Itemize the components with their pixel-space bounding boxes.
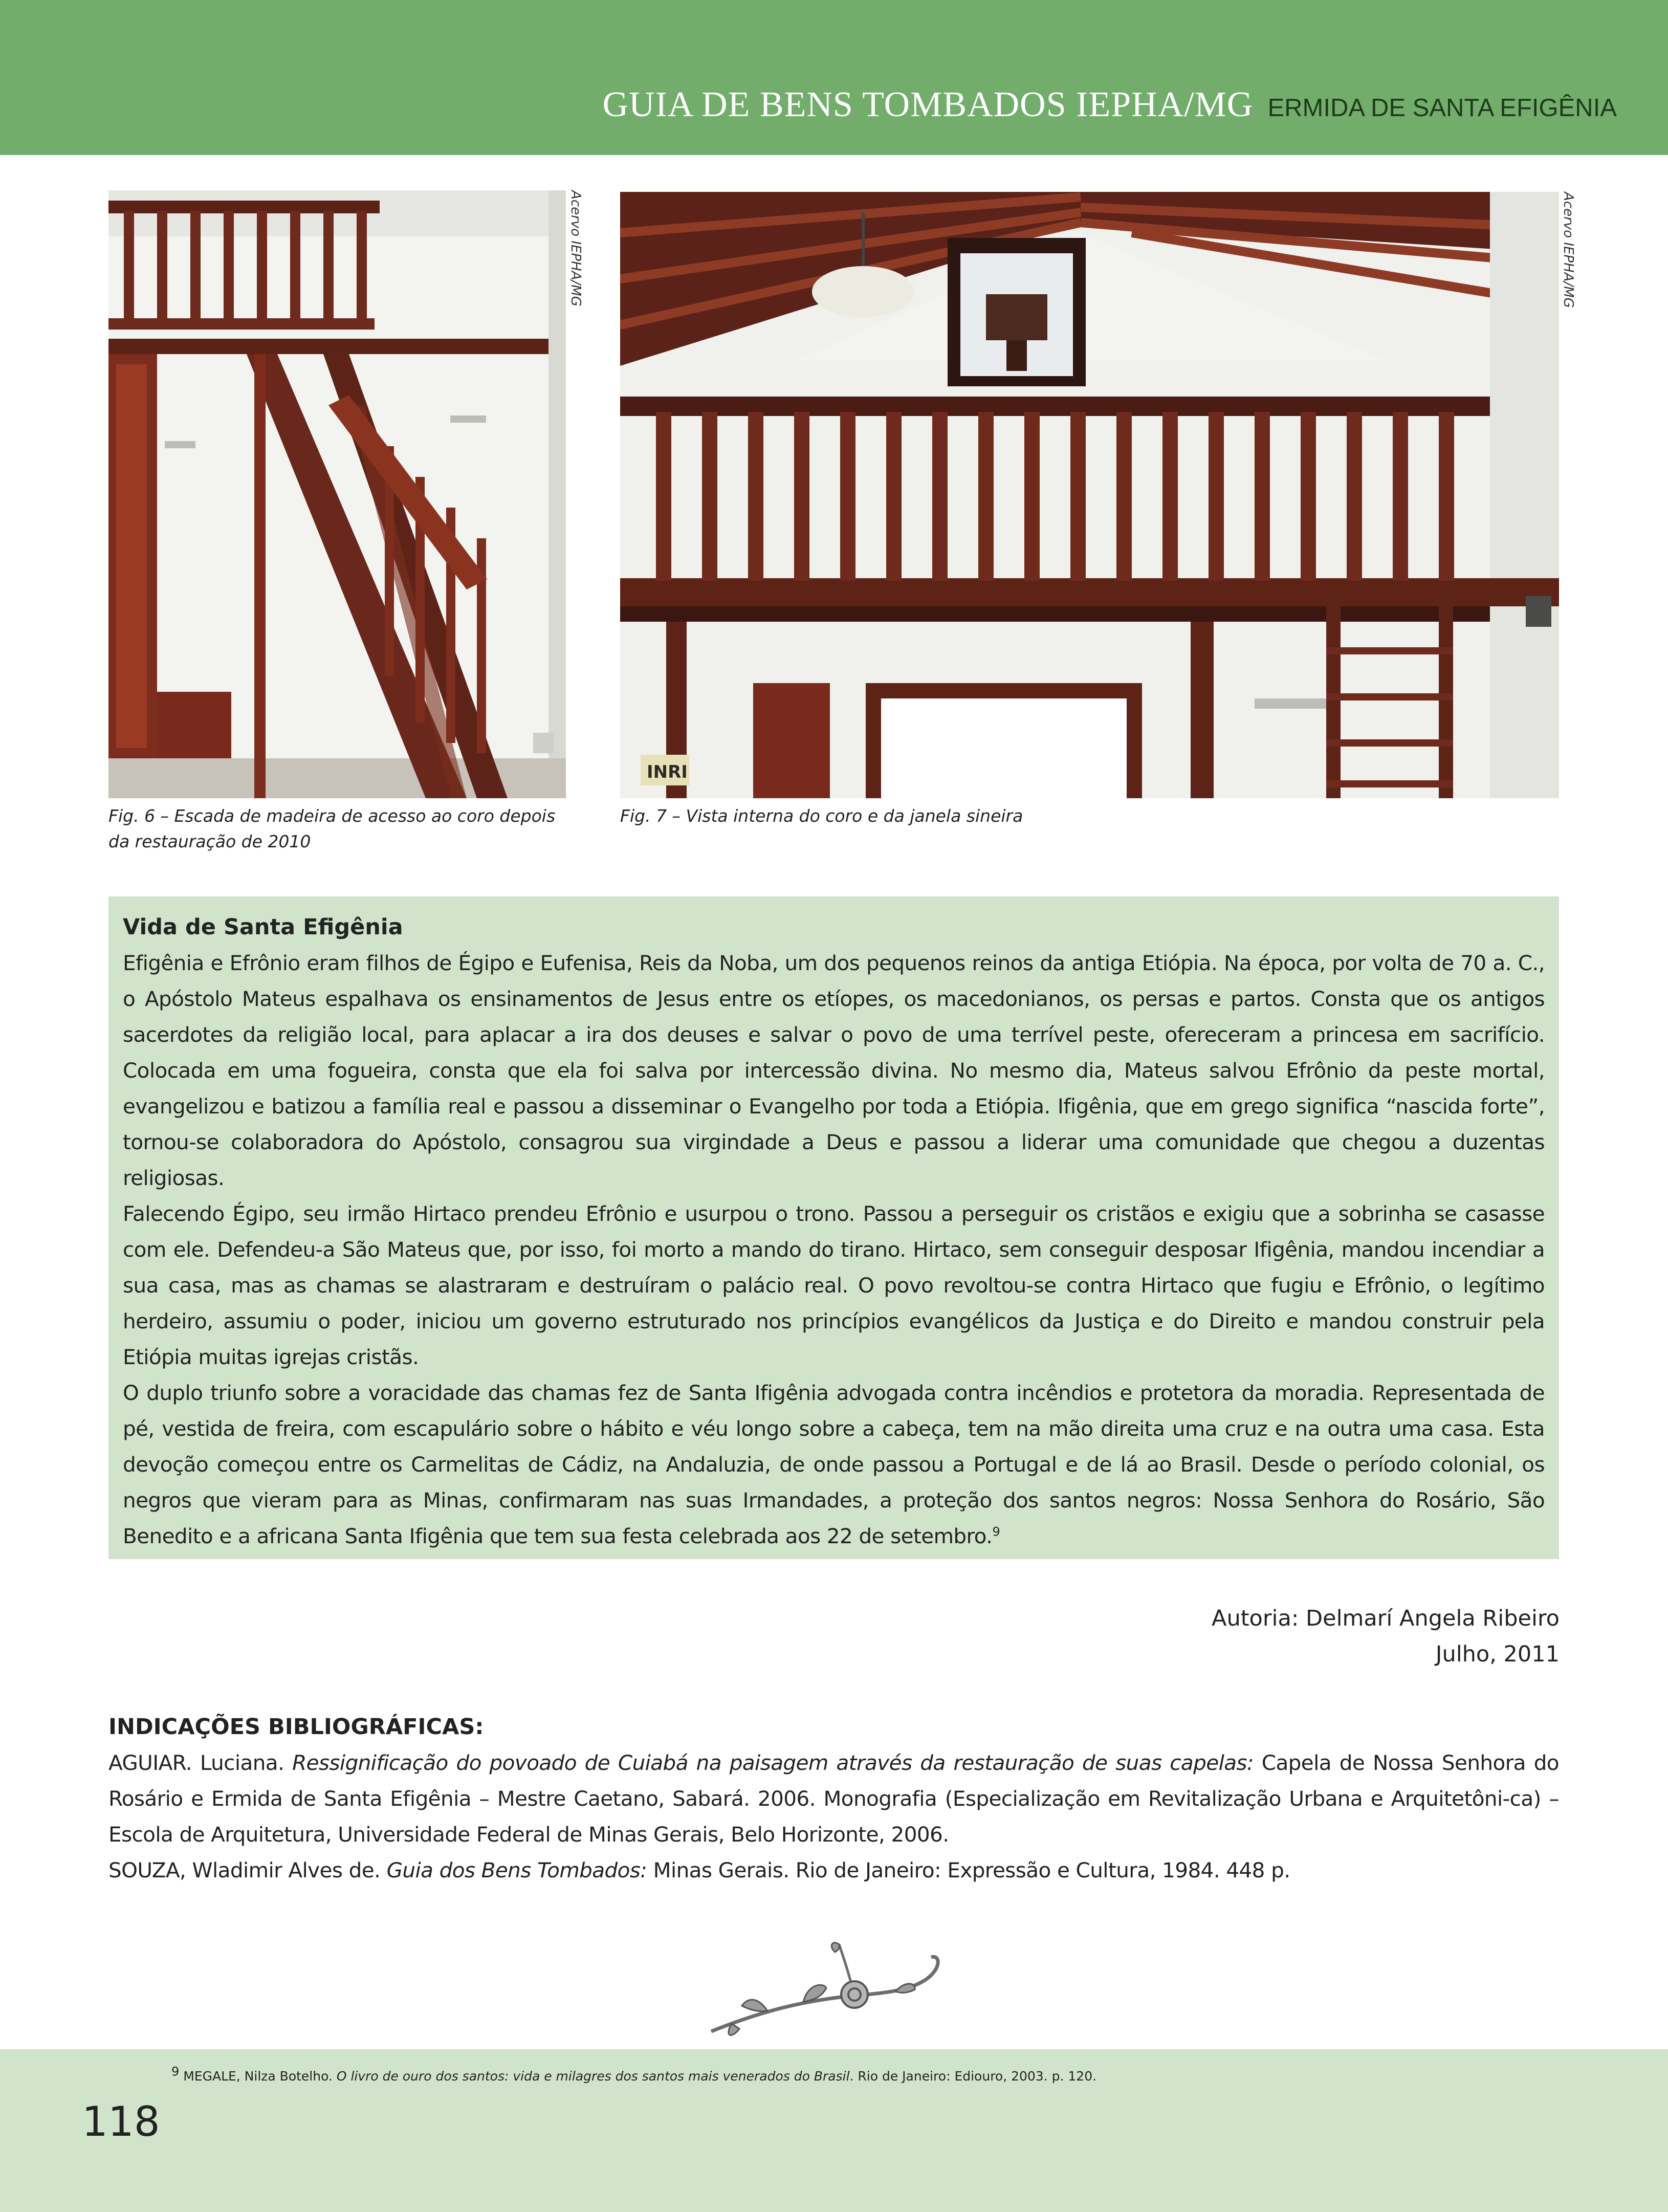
- header-title: [602, 84, 1617, 125]
- bibliography-entry: [108, 1852, 1559, 1888]
- figure-6-credit: Acervo IEPHA/MG: [568, 190, 583, 306]
- saint-biography-box: [108, 896, 1559, 1559]
- page-number: 118: [82, 2098, 160, 2145]
- figure-7-photo: [620, 192, 1559, 798]
- author-name: Autoria: Delmarí Angela Ribeiro: [1212, 1606, 1560, 1631]
- entry-details: Capela de Nossa Senhora do Rosário e Ermida de Santa Efigênia – Mestre Caetano, Sabará. 2006. Monografia (Especialização em Revitalização Urbana e Arquitetôni-ca) – Escola de Arquitetura, Universidade Federal de Minas Gerais, Belo Horizonte, 2006.: [108, 1750, 1559, 1847]
- section-title: ERMIDA DE SANTA EFIGÊNIA: [1267, 94, 1617, 122]
- entry-author: AGUIAR. Luciana.: [108, 1750, 293, 1775]
- bibliography: [108, 1709, 1559, 1888]
- box-paragraph-2: Falecendo Égipo, seu irmão Hirtaco prendeu Efrônio e usurpou o trono. Passou a perseguir os cristãos e exigiu que a sobrinha se casasse com ele. Defendeu-a São Mateus que, por isso, foi morto a mando do tirano. Hirtaco, sem conseguir desposar Ifigênia, mandou incendiar a sua casa, mas as chamas se alastraram e destruíram o palácio real. O povo revoltou-se contra Hirtaco que fugiu e Efrônio, o legítimo herdeiro, assumiu o poder, iniciou um governo estruturado nos princípios evangélicos da Justiça e do Direito e mandou construir pela Etiópia muitas igrejas cristãs.: [123, 1201, 1545, 1369]
- box-title: Vida de Santa Efigênia: [123, 914, 403, 940]
- entry-title: Ressignificação do povoado de Cuiabá na paisagem através da restauração de suas capelas:: [292, 1750, 1254, 1775]
- footnote-marker: 9: [171, 2064, 180, 2079]
- footnote-reference: 9: [992, 1524, 1000, 1539]
- bibliography-entry: [108, 1745, 1559, 1852]
- guide-title: GUIA DE BENS TOMBADOS IEPHA/MG: [602, 85, 1254, 124]
- box-paragraph-3-text: O duplo triunfo sobre a voracidade das chamas fez de Santa Ifigênia advogada contra incêndios e protetora da moradia. Representada de pé, vestida de freira, com escapulário sobre o hábito e véu longo sobre a cabeça, tem na mão direita uma cruz e na outra uma casa. Esta devoção começou entre os Carmelitas de Cádiz, na Andaluzia, de onde passou a Portugal e de lá ao Brasil. Desde o período colonial, os negros que vieram para as Minas, confirmaram nas suas Irmandades, a proteção dos santos negros: Nossa Senhora do Rosário, São Benedito e a africana Santa Ifigênia que tem sua festa celebrada aos 22 de setembro.: [123, 1381, 1545, 1548]
- rose-ornament-icon: [701, 1934, 957, 2042]
- bibliography-heading: INDICAÇÕES BIBLIOGRÁFICAS:: [108, 1714, 484, 1740]
- entry-title: Guia dos Bens Tombados:: [386, 1858, 647, 1882]
- footnote-details: . Rio de Janeiro: Ediouro, 2003. p. 120.: [849, 2069, 1097, 2084]
- footnote-title: O livro de ouro dos santos: vida e milagres dos santos mais venerados do Brasil: [336, 2069, 850, 2084]
- footnote-author: MEGALE, Nilza Botelho.: [179, 2069, 337, 2084]
- authorship: [1212, 1601, 1560, 1672]
- footnote: [171, 2064, 1097, 2086]
- figure-6-caption: Fig. 6 – Escada de madeira de acesso ao coro depois da restauração de 2010: [108, 806, 556, 851]
- inri-sign-text: INRI: [647, 762, 688, 782]
- figure-7-caption: Fig. 7 – Vista interna do coro e da janela sineira: [620, 806, 1023, 826]
- entry-author: SOUZA, Wladimir Alves de.: [108, 1858, 387, 1882]
- entry-details: Minas Gerais. Rio de Janeiro: Expressão e Cultura, 1984. 448 p.: [647, 1858, 1290, 1882]
- figure-7-credit: Acervo IEPHA/MG: [1561, 192, 1576, 308]
- figure-6-photo: [108, 190, 566, 798]
- author-date: Julho, 2011: [1435, 1641, 1560, 1667]
- page-header-band: [0, 0, 1668, 155]
- box-paragraph-1: Efigênia e Efrônio eram filhos de Égipo e Eufenisa, Reis da Noba, um dos pequenos reinos da antiga Etiópia. Na época, por volta de 70 a. C., o Apóstolo Mateus espalhava os ensinamentos de Jesus entre os etíopes, os macedonianos, os persas e partos. Consta que os antigos sacerdotes da religião local, para aplacar a ira dos deuses e salvar o povo de uma terrível peste, ofereceram a princesa em sacrifício. Colocada em uma fogueira, consta que ela foi salva por intercessão divina. No mesmo dia, Mateus salvou Efrônio da peste mortal, evangelizou e batizou a família real e passou a disseminar o Evangelho por toda a Etiópia. Ifigênia, que em grego significa “nascida forte”, tornou-se colaboradora do Apóstolo, consagrou sua virgindade a Deus e passou a liderar uma comunidade que chegou a duzentas religiosas.: [123, 951, 1545, 1190]
- box-paragraph-3: [123, 1375, 1545, 1554]
